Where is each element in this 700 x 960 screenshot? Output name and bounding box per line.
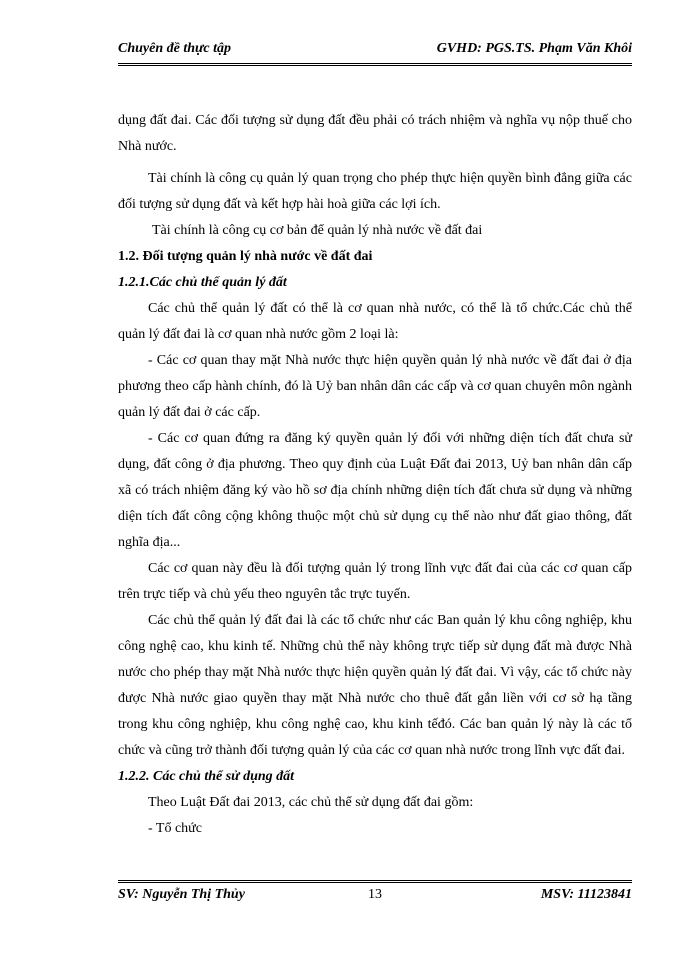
paragraph-3: Tài chính là công cụ cơ bản để quản lý nhà nước về đất đai (152, 223, 483, 238)
page-footer (118, 880, 632, 904)
heading-1-2-1: 1.2.1.Các chủ thể quản lý đất (118, 275, 287, 290)
header-title: Chuyên đề thực tập (118, 41, 232, 56)
paragraph-5: - Các cơ quan thay mặt Nhà nước thực hiện quyền quản lý nhà nước về đất đai ở địa phương theo cấp hành chính, đó là Uỷ ban nhân dân các cấp và cơ quan chuyên môn ngành quản lý đất đai ở các cấp. (118, 353, 632, 420)
footer-student: SV: Nguyễn Thị Thủy (118, 887, 245, 902)
page-header (118, 38, 632, 66)
paragraph-2: Tài chính là công cụ quản lý quan trọng cho phép thực hiện quyền bình đẳng giữa các đối tượng sử dụng đất và kết hợp hài hoà giữa các lợi ích. (118, 171, 632, 212)
paragraph-4: Các chủ thể quản lý đất có thể là cơ quan nhà nước, có thể là tổ chức.Các chủ thể quản lý đất đai là cơ quan nhà nước gồm 2 loại là: (118, 301, 632, 342)
page-body (118, 108, 632, 842)
paragraph-1: dụng đất đai. Các đối tượng sử dụng đất đều phải có trách nhiệm và nghĩa vụ nộp thuế cho Nhà nước. (118, 113, 632, 154)
paragraph-10: - Tổ chức (148, 821, 202, 836)
paragraph-7: Các cơ quan này đều là đối tượng quản lý trong lĩnh vực đất đai của các cơ quan cấp trên trực tiếp và chủ yếu theo nguyên tắc trực tuyến. (118, 561, 632, 602)
heading-1-2-2: 1.2.2. Các chủ thể sử dụng đất (118, 769, 295, 784)
paragraph-6: - Các cơ quan đứng ra đăng ký quyền quản lý đối với những diện tích đất chưa sử dụng, đất công ở địa phương. Theo quy định của Luật Đất đai 2013, Uỷ ban nhân dân cấp xã có trách nhiệm đăng ký vào hồ sơ địa chính những diện tích đất chưa sử dụng và những diện tích đất công cộng không thuộc một chủ sử dụng cụ thể nào như đất giao thông, đất nghĩa địa... (118, 431, 632, 550)
paragraph-8: Các chủ thể quản lý đất đai là các tổ chức như các Ban quản lý khu công nghiệp, khu công nghệ cao, khu kinh tế. Những chủ thể này không trực tiếp sử dụng đất mà được Nhà nước cho phép thay mặt Nhà nước thực hiện quyền quản lý đất đai. Vì vậy, các tổ chức này được Nhà nước giao quyền thay mặt Nhà nước cho thuê đất gắn liền với cơ sở hạ tầng trong khu công nghiệp, khu công nghệ cao, khu kinh tếđó. Các ban quản lý này là các tổ chức và cũng trở thành đối tượng quản lý của các cơ quan nhà nước trong lĩnh vực đất đai. (118, 613, 632, 758)
page-number: 13 (368, 887, 382, 902)
header-advisor: GVHD: PGS.TS. Phạm Văn Khôi (436, 41, 632, 56)
heading-1-2: 1.2. Đối tượng quản lý nhà nước về đất đai (118, 249, 373, 264)
footer-student-id: MSV: 11123841 (540, 887, 632, 902)
paragraph-9: Theo Luật Đất đai 2013, các chủ thể sử dụng đất đai gồm: (148, 795, 474, 810)
